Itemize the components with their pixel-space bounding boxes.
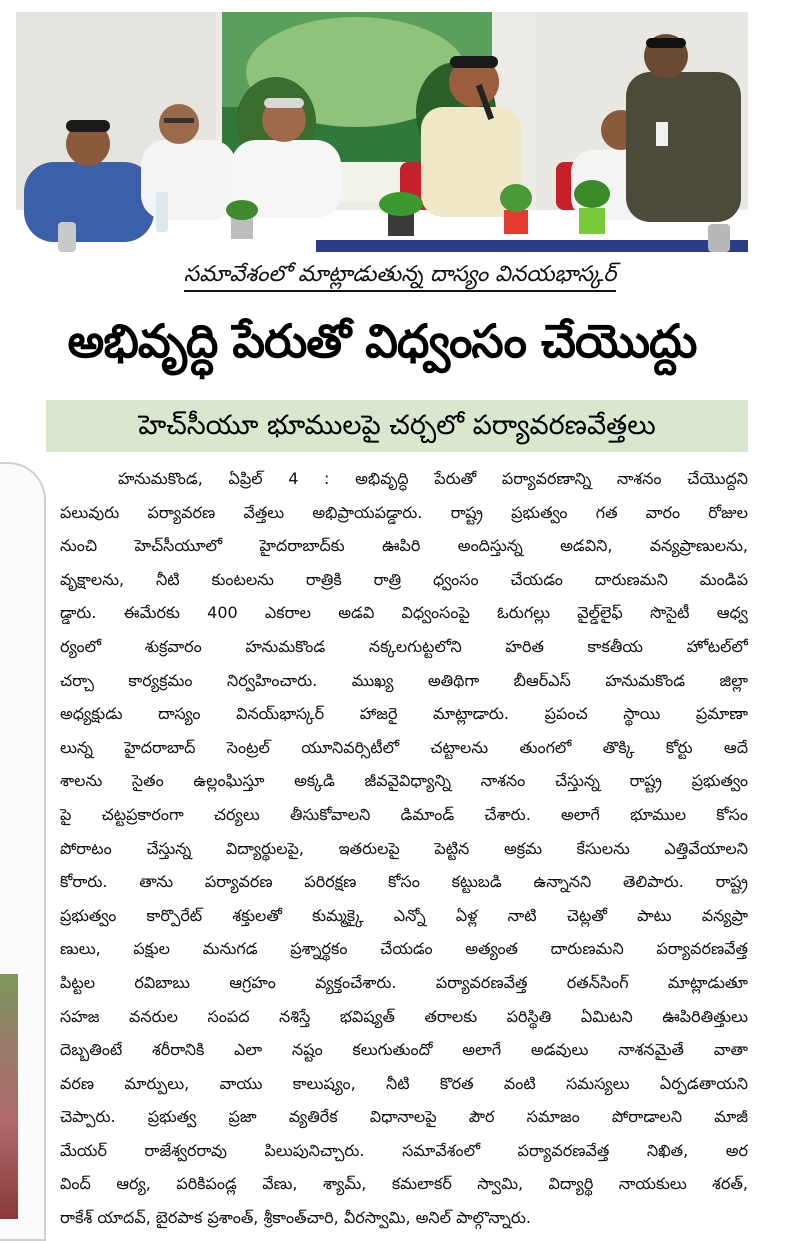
article-line: ర్యంలో శుక్రవారం హనుమకొండ నక్కలగుట్టలోని హరిత కాకతీయ హోటల్‌లో <box>60 636 748 656</box>
article-line: పై చట్టప్రకారంగా చర్యలు తీసుకోవాలని డిమాండ్ చేశారు. అలాగే భూముల కోసం <box>60 804 748 824</box>
article-line: దెబ్బతింటే శరీరానికి ఎలా నష్టం కలుగుతుందో అలాగే అడవులు నాశనమైతే వాతా <box>60 1040 748 1060</box>
article-line: చర్చా కార్యక్రమం నిర్వహించారు. ముఖ్య అతిథిగా బీఆర్‌ఎస్ హనుమకొండ జిల్లా <box>60 670 748 690</box>
article-line: వృక్షాలను, నీటి కుంటలను రాత్రికి రాత్రి ధ్వంసం చేయడం దారుణమని మండిప <box>60 569 748 589</box>
article-line: పలువురు పర్యావరణ వేత్తలు అభిప్రాయపడ్డారు. రాష్ట్ర ప్రభుత్వం గత వారం రోజుల <box>60 502 748 522</box>
article-line: హనుమకొండ, ఏప్రిల్ 4 : అభివృద్ధి పేరుతో పర్యావరణాన్ని నాశనం చేయొద్దని <box>118 469 748 488</box>
water-bottle <box>156 192 168 232</box>
article-line: ప్రభుత్వం కార్పొరేట్ శక్తులతో కుమ్మక్కై ఎన్నో ఏళ్ల నాటి చెట్లతో పాటు వన్యప్రా <box>60 905 748 925</box>
article-line: నుంచి హెచ్‌సీయూలో హైదరాబాద్‌కు ఊపిరి అందిస్తున్న అడవిని, వన్యప్రాణులను, <box>60 536 748 556</box>
photo-caption-text: సమావేశంలో మాట్లాడుతున్న దాస్యం వినయభాస్కర్ <box>184 262 617 292</box>
subheadline: హెచ్‌సీయూ భూములపై చర్చలో పర్యావరణవేత్తలు <box>46 400 748 452</box>
article-line: లున్న హైదరాబాద్ సెంట్రల్ యూనివర్సిటీలో చట్టాలను తుంగలో తొక్కి కోర్టు ఆదే <box>60 737 748 757</box>
article-line: పిట్టల రవిబాబు ఆగ్రహం వ్యక్తంచేశారు. పర్యావరణవేత్త రతన్‌సింగ్ మాట్లాడుతూ <box>60 972 748 992</box>
event-photo-illustration <box>16 12 748 252</box>
article-line: వరణ మార్పులు, వాయు కాలుష్యం, నీటి కొరత వంటి సమస్యలు ఏర్పడతాయని <box>60 1073 748 1093</box>
headline: అభివృద్ధి పేరుతో విధ్వంసం చేయొద్దు <box>67 314 697 368</box>
article-body <box>60 462 748 1235</box>
article-line: వింద్ ఆర్య, పరికిపండ్ల వేణు, శ్యామ్, కమలాకర్ స్వామి, విద్యార్థి నాయకులు శరత్, <box>60 1174 748 1194</box>
water-bottle <box>58 222 76 252</box>
article-line: పోరాటం చేస్తున్న విద్యార్థులపై, ఇతరులపై పెట్టిన అక్రమ కేసులను ఎత్తివేయాలని <box>60 838 748 858</box>
article-line: మేయర్ రాజేశ్వరరావు పిలుపునిచ్చారు. సమావేశంలో పర్యావరణవేత్త నిఖిత, అర <box>60 1140 748 1160</box>
photo-caption <box>0 262 800 292</box>
article-line: ణులు, పక్షుల మనుగడ ప్రశ్నార్థకం చేయడం అత్యంత దారుణమని పర్యావరణవేత్త <box>60 939 748 959</box>
adjacent-column-edge <box>0 462 46 1241</box>
article-line: డ్డారు. ఈమేరకు 400 ఎకరాల అడవి విధ్వంసంపై ఓరుగల్లు వైల్డ్‌లైఫ్ సొసైటీ ఆధ్వ <box>60 603 748 623</box>
article-line: రాకేశ్ యాదవ్, బైరపాక ప్రశాంత్, శ్రీకాంత్‌చారి, వీరస్వామి, అనిల్ పాల్గొన్నారు. <box>60 1208 532 1228</box>
adjacent-photo-strip <box>0 974 18 1219</box>
article-line: సహజ వనరుల సంపద నశిస్తే భవిష్యత్ తరాలకు పరిస్థితి ఏమిటని ఊపిరితిత్తులు <box>60 1006 748 1026</box>
article-line: శాలను సైతం ఉల్లంఘిస్తూ అక్కడి జీవవైవిధ్యాన్ని నాశనం చేస్తున్న రాష్ట్ర ప్రభుత్వం <box>60 771 748 791</box>
water-bottle <box>708 224 730 252</box>
event-photo <box>16 12 748 252</box>
article-line: చెప్పారు. ప్రభుత్వ ప్రజా వ్యతిరేక విధానాలపై పౌర సమాజం పోరాడాలని మాజీ <box>60 1107 748 1127</box>
article-line: కోరారు. తాను పర్యావరణ పరిరక్షణ కోసం కట్టుబడి ఉన్నానని తెలిపారు. రాష్ట్ర <box>60 872 748 892</box>
article-line: అధ్యక్షుడు దాస్యం వినయ్‌భాస్కర్ హాజరై మాట్లాడారు. ప్రపంచ స్థాయి ప్రమాణా <box>60 704 748 724</box>
